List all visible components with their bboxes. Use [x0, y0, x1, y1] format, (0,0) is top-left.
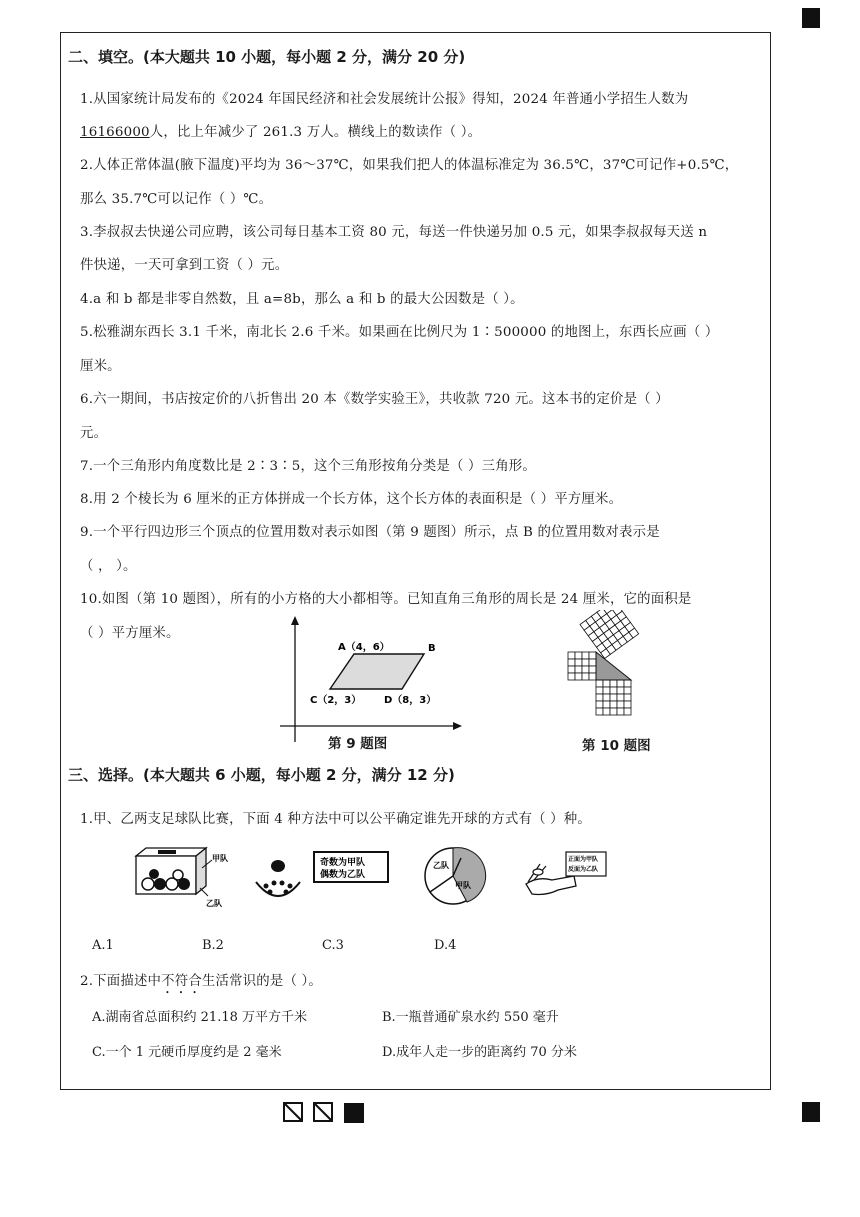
q10-line2: （ ）平方厘米。: [80, 626, 180, 641]
q1-line2-rest: 人，比上年减少了 261.3 万人。横线上的数读作（ ）。: [149, 125, 482, 140]
card-line1: 奇数为甲队: [320, 858, 366, 868]
fig9-parallelogram: [330, 654, 424, 689]
q5-line1: 5.松雅湖东西长 3.1 千米，南北长 2.6 千米。如果画在比例尺为 1∶500000 的地图上，东西长应画（ ）: [80, 325, 719, 340]
q2-line1: 2.人体正常体温(腋下温度)平均为 36～37℃，如果我们把人的体温标准定为 36.5℃，37℃可记作+0.5℃，: [80, 158, 739, 173]
q3-line1: 3.李叔叔去快递公司应聘，该公司每日基本工资 80 元，每送一件快递另加 0.5 元，如果李叔叔每天送 n: [80, 225, 708, 240]
sec3-q1-option-b: B.2: [202, 938, 224, 953]
fig9-caption: 第 9 题图: [328, 736, 388, 752]
bottom-registration-marks: [283, 1102, 367, 1124]
q1-line2: [80, 121, 481, 140]
sec3-q2-option-a: A.湖南省总面积约 21.18 万平方千米: [92, 1010, 308, 1025]
q9-line1: 9.一个平行四边形三个顶点的位置用数对表示如图（第 9 题图）所示，点 B 的位置用数对表示是: [80, 525, 660, 540]
sec3-q2-emphasis: 不符合: [161, 974, 202, 989]
fig9-label-d: D（8，3）: [384, 695, 437, 706]
registration-mark-top-right: [802, 8, 820, 28]
fig9-label-b: B: [428, 643, 436, 654]
fig9-x-arrow: [453, 722, 462, 730]
q6-line1: 6.六一期间，书店按定价的八折售出 20 本《数学实验王》，共收款 720 元。这本书的定价是（ ）: [80, 392, 669, 407]
q6-line2: 元。: [80, 426, 108, 441]
fig9-label-c: C（2，3）: [310, 695, 362, 706]
ball-box-picture: [136, 848, 212, 896]
q8-line: 8.用 2 个棱长为 6 厘米的正方体拼成一个长方体，这个长方体的表面积是（ ）平方厘米。: [80, 492, 623, 507]
sec3-q2-option-d: D.成年人走一步的距离约 70 分米: [382, 1045, 577, 1060]
q2-line2: 那么 35.7℃可以记作（ ）℃。: [80, 192, 273, 207]
card-line2: 偶数为乙队: [320, 870, 366, 880]
fig9-y-arrow: [291, 616, 299, 625]
sec3-q2-option-b: B.一瓶普通矿泉水约 550 毫升: [382, 1010, 559, 1025]
sec3-q2-suffix: 生活常识的是（ ）。: [201, 974, 322, 989]
coin-label-line2: 反面为乙队: [568, 866, 599, 873]
box-label-yi: 乙队: [206, 899, 222, 908]
sec3-q1-pictures: [128, 846, 608, 916]
coin-label-line1: 正面为甲队: [568, 856, 599, 863]
q1-underlined-number: 16166000: [80, 125, 150, 140]
q4-line: 4.a 和 b 都是非零自然数，且 a=8b，那么 a 和 b 的最大公因数是（ ）。: [80, 292, 524, 307]
dice-picture: [256, 860, 300, 896]
sec3-q1-option-c: C.3: [322, 938, 344, 953]
fig10-bottom-square: [596, 680, 631, 715]
pie-label-yi: 乙队: [433, 861, 449, 870]
section3-heading: 三、选择。(本大题共 6 小题，每小题 2 分，满分 12 分): [68, 766, 455, 784]
sec3-q1-option-d: D.4: [434, 938, 457, 953]
fig10-hypotenuse-square: [580, 610, 639, 658]
q5-line2: 厘米。: [80, 359, 121, 374]
sec3-q2-option-c: C.一个 1 元硬币厚度约是 2 毫米: [92, 1045, 282, 1060]
q7-line: 7.一个三角形内角度数比是 2∶3∶5，这个三角形按角分类是（ ）三角形。: [80, 459, 536, 474]
sec3-q2-line: [80, 970, 322, 997]
q9-line2: （ ， ）。: [80, 559, 137, 574]
box-label-jia: 甲队: [212, 854, 228, 863]
pie-label-jia: 甲队: [455, 881, 471, 890]
section2-heading: 二、填空。(本大题共 10 小题，每小题 2 分，满分 20 分): [68, 48, 466, 66]
fig10-left-square: [568, 652, 596, 680]
fig10-right-triangle: [596, 652, 631, 680]
fig10-pythagoras-grid: [560, 610, 680, 725]
fig9-coordinate-diagram: [276, 614, 466, 744]
registration-mark-bottom-right: [802, 1102, 820, 1122]
sec3-q1-option-a: A.1: [92, 938, 114, 953]
sec3-q1-line: 1.甲、乙两支足球队比赛，下面 4 种方法中可以公平确定谁先开球的方式有（ ）种。: [80, 812, 591, 827]
spinner-pie-picture: [425, 848, 486, 904]
q1-line1: 1.从国家统计局发布的《2024 年国民经济和社会发展统计公报》得知，2024 年普通小学招生人数为: [80, 92, 689, 107]
fig9-label-a: A（4，6）: [338, 642, 390, 653]
sec3-q2-prefix: 2.下面描述中: [80, 974, 162, 989]
fig10-caption: 第 10 题图: [582, 738, 651, 754]
q3-line2: 件快递，一天可拿到工资（ ）元。: [80, 258, 289, 273]
q10-line1: 10.如图（第 10 题图），所有的小方格的大小都相等。已知直角三角形的周长是 24 厘米，它的面积是: [80, 592, 692, 607]
